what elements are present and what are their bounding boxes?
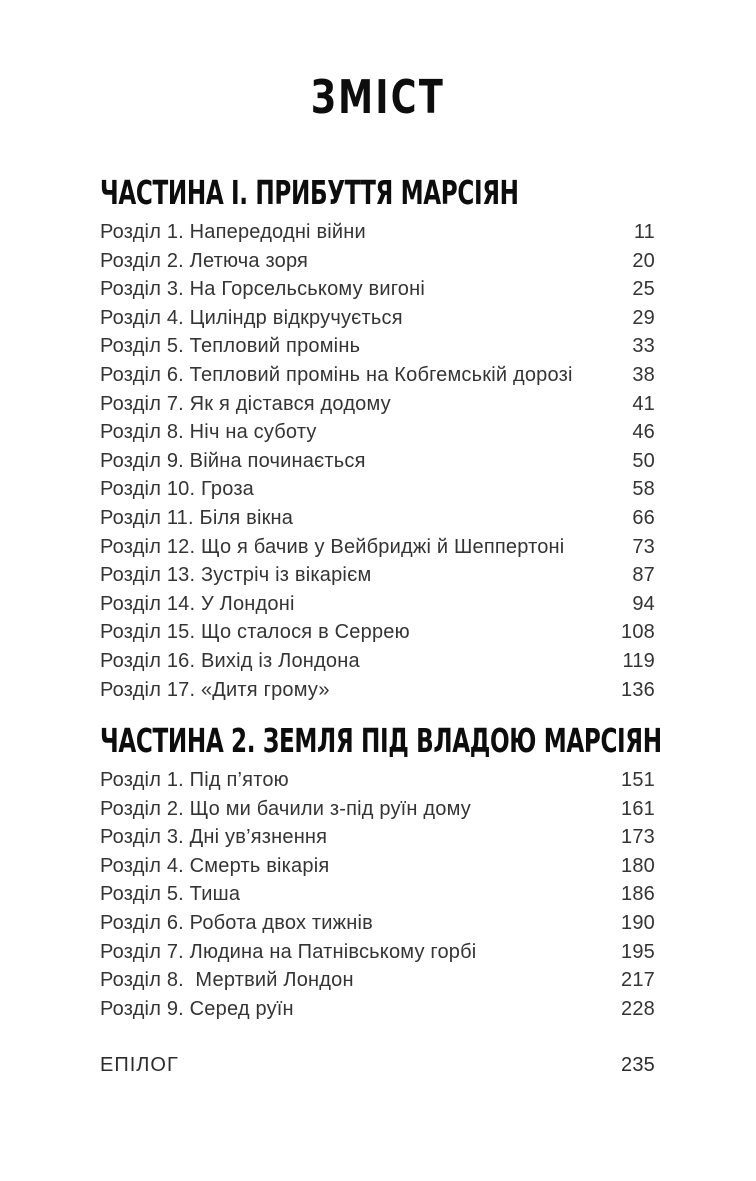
section-heading: ЧАСТИНА 2. ЗЕМЛЯ ПІД ВЛАДОЮ МАРСІЯН xyxy=(100,721,662,761)
chapter-title: Розділ 4. Смерть вікарія xyxy=(100,854,330,877)
page-number: 119 xyxy=(622,649,655,672)
section-heading: ЧАСТИНА І. ПРИБУТТЯ МАРСІЯН xyxy=(100,173,519,212)
page-number: 29 xyxy=(632,306,655,329)
toc-entry-row xyxy=(100,966,655,995)
toc-entry-row xyxy=(100,561,655,590)
toc-entry-row xyxy=(100,647,655,676)
toc-entry-row xyxy=(100,590,655,619)
toc-entry-row xyxy=(100,823,655,852)
chapter-title: Розділ 3. Дні ув’язнення xyxy=(100,826,328,849)
page-number: 94 xyxy=(632,592,655,615)
toc-entry-row xyxy=(100,332,655,361)
chapter-title: Розділ 2. Що ми бачили з-під руїн дому xyxy=(100,797,471,820)
page-number: 20 xyxy=(632,249,655,272)
chapter-title: Розділ 15. Що сталося в Серрею xyxy=(100,621,410,644)
page-number: 186 xyxy=(621,883,655,906)
page-number: 151 xyxy=(621,769,655,792)
page-number: 38 xyxy=(632,363,655,386)
chapter-title: Розділ 9. Війна починається xyxy=(100,449,366,472)
page-number: 180 xyxy=(621,854,655,877)
section-entries xyxy=(100,766,655,1023)
page-number: 108 xyxy=(621,621,655,644)
page-number: 58 xyxy=(632,478,655,501)
page-number: 136 xyxy=(621,678,655,701)
page-number: 173 xyxy=(621,826,655,849)
chapter-title: Розділ 3. На Горсельському вигоні xyxy=(100,278,425,301)
page-number: 66 xyxy=(632,506,655,529)
page-number: 50 xyxy=(632,449,655,472)
table-of-contents xyxy=(100,173,662,1080)
toc-entry-row xyxy=(100,938,655,967)
chapter-title: Розділ 10. Гроза xyxy=(100,478,255,501)
page-number: 46 xyxy=(632,421,655,444)
page-number: 11 xyxy=(633,221,655,243)
toc-entry-row xyxy=(100,247,655,276)
chapter-title: Розділ 9. Серед руїн xyxy=(100,997,294,1020)
page-number: 190 xyxy=(621,912,655,935)
chapter-title: Розділ 1. Напередодні війни xyxy=(100,221,366,243)
chapter-title: Розділ 12. Що я бачив у Вейбриджі й Шеппертоні xyxy=(100,535,565,558)
toc-entry-row xyxy=(100,390,655,419)
toc-entry-row xyxy=(100,304,655,333)
toc-entry-row xyxy=(100,275,655,304)
chapter-title: Розділ 14. У Лондоні xyxy=(100,592,295,615)
toc-entry-row xyxy=(100,852,655,881)
toc-entry-row xyxy=(100,995,655,1024)
page-number: 217 xyxy=(621,969,655,992)
chapter-title: Розділ 16. Вихід із Лондона xyxy=(100,649,360,672)
toc-entry-row xyxy=(100,418,655,447)
toc-section xyxy=(100,721,662,1023)
toc-entry-row xyxy=(100,795,655,824)
page-number: 25 xyxy=(632,278,655,301)
page-number: 195 xyxy=(621,940,655,963)
page-title: ЗМІСТ xyxy=(310,70,446,125)
chapter-title: Розділ 2. Летюча зоря xyxy=(100,249,309,272)
chapter-title: Розділ 1. Під п’ятою xyxy=(100,769,289,792)
toc-entry-row xyxy=(100,766,655,795)
chapter-title: Розділ 6. Тепловий промінь на Кобгемській дорозі xyxy=(100,363,573,386)
toc-entry-row xyxy=(100,533,655,562)
page-number: 73 xyxy=(632,535,655,558)
epilogue-page-number: 235 xyxy=(621,1054,655,1077)
toc-entry-row xyxy=(100,218,655,247)
toc-entry-row xyxy=(100,618,655,647)
toc-entry-row xyxy=(100,447,655,476)
toc-entry-row xyxy=(100,909,655,938)
chapter-title: Розділ 5. Тиша xyxy=(100,883,241,906)
toc-entry-row xyxy=(100,361,655,390)
toc-entry-row xyxy=(100,676,655,705)
page-number: 228 xyxy=(621,997,655,1020)
epilogue-row xyxy=(100,1051,655,1080)
chapter-title: Розділ 7. Як я дістався додому xyxy=(100,392,391,415)
chapter-title: Розділ 4. Циліндр відкручується xyxy=(100,306,403,329)
chapter-title: Розділ 5. Тепловий промінь xyxy=(100,335,361,358)
page-number: 161 xyxy=(621,797,655,820)
chapter-title: Розділ 13. Зустріч із вікарієм xyxy=(100,564,372,587)
toc-entry-row xyxy=(100,880,655,909)
chapter-title: Розділ 7. Людина на Патнівському горбі xyxy=(100,940,477,963)
toc-section xyxy=(100,173,655,704)
chapter-title: Розділ 17. «Дитя грому» xyxy=(100,678,330,701)
chapter-title: Розділ 8. Ніч на суботу xyxy=(100,421,317,444)
page-number: 87 xyxy=(632,564,655,587)
page-number: 33 xyxy=(632,335,655,358)
toc-sections xyxy=(100,173,662,1023)
epilogue-label: ЕПІЛОГ xyxy=(100,1054,179,1077)
page-number: 41 xyxy=(632,392,655,415)
toc-entry-row xyxy=(100,504,655,533)
chapter-title: Розділ 8. Мертвий Лондон xyxy=(100,969,354,992)
toc-entry-row xyxy=(100,475,655,504)
chapter-title: Розділ 11. Біля вікна xyxy=(100,506,294,529)
chapter-title: Розділ 6. Робота двох тижнів xyxy=(100,912,373,935)
section-entries xyxy=(100,218,655,704)
